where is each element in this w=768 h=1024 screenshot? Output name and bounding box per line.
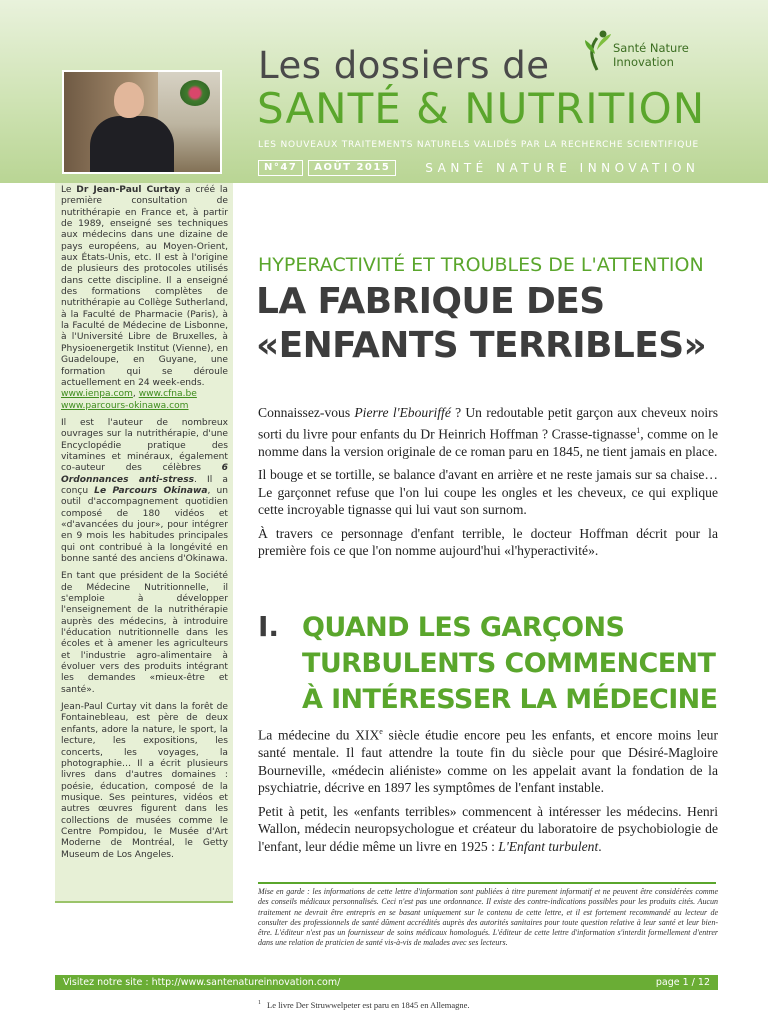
intro-paragraph-3: À travers ce personnage d'enfant terrible, le docteur Hoffman décrit pour la première fois ce que l'on nomme aujourd'hui «l'hyperactivité». [258,525,718,559]
article-headline [256,280,706,368]
section-paragraph-1 [258,723,718,797]
intro-paragraph-2: Il bouge et se tortille, se balance d'avant en arrière et ne reste jamais sur sa chaise… Le garçonnet refuse que l'on lui coupe les ongles et les cheveux, ce qui explique cette incroyable tignasse qui lui vaut son surnom. [258,467,718,518]
publisher-logo [583,28,703,72]
photo-person-body [90,116,174,174]
section-heading-line2: TURBULENTS COMMENCENT [302,648,716,679]
issue-date: AOÛT 2015 [308,160,396,176]
program-title: Le Parcours Okinawa [94,485,208,496]
bio-paragraph-1 [61,185,228,412]
author-bio-sidebar [55,183,233,901]
footer-bar [55,975,718,990]
body-text: . [598,838,602,854]
body-text: Connaissez-vous [258,405,355,420]
book-title: 6 Ordonnances anti-stress [61,463,228,485]
bio-text: . Il a conçu [61,474,228,496]
brand-title-line2: SANTÉ & NUTRITION [257,84,706,133]
bio-paragraph-4: Jean-Paul Curtay vit dans la forêt de Fontainebleau, est père de deux enfants, adore la nature, le sport, la lecture, les expositions, les concerts, les voyages, la photographie… Il a écrit plusieurs livres dans d'autres domaines : poésie, éducation, composé de la musique. Ses peintures, vidéos et autres œuvres figurent dans les collections de musées comme le Centre Pompidou, le Musée d'Art Moderne de Montréal, le Getty Museum de Los Angeles. [61,702,228,860]
disclaimer-divider [258,882,716,884]
section-heading [302,610,722,718]
link-ienpa[interactable]: www.ienpa.com [61,389,133,400]
masthead [0,0,768,183]
footnote-ref[interactable]: 1 [636,425,641,435]
article-intro [258,404,718,566]
footnote-number: 1 [258,1000,261,1007]
body-text: , comme on le nomme dans la version originale de ce roman paru en 1845, ne tient jamais en place. [258,426,718,459]
brand-title-line1: Les dossiers de [258,44,550,87]
article-kicker: HYPERACTIVITÉ ET TROUBLES DE L'ATTENTION [258,254,704,276]
link-cfna[interactable]: www.cfna.be [138,389,197,400]
section-number: I. [258,610,280,643]
author-name: Dr Jean-Paul Curtay [76,185,181,195]
section-body [258,723,718,861]
photo-background-flowers [180,80,210,106]
logo-text-line1: Santé Nature [613,41,689,55]
body-text: La médecine du XIX [258,727,380,743]
book-title: L'Enfant turbulent [498,838,599,854]
publisher-name: SANTÉ NATURE INNOVATION [425,161,700,175]
section-heading-line1: QUAND LES GARÇONS [302,612,625,643]
page-number: page 1 / 12 [655,977,710,988]
bio-paragraph-2 [61,418,228,565]
character-name: Pierre l'Ebouriffé [354,405,451,420]
leaf-person-icon [583,28,613,72]
footnote-text: Le livre Der Struwwelpeter est paru en 1845 en Allemagne. [267,1000,470,1010]
footnote [258,1000,470,1010]
issue-number: N°47 [258,160,303,176]
issue-info [258,160,699,176]
link-parcours-okinawa[interactable]: www.parcours-okinawa.com [61,400,189,411]
photo-person-head [114,82,144,118]
body-text: Petit à petit, les «enfants terribles» commencent à intéresser les médecins. Henri Wallon, médecin neuropsychologue et créateur du laboratoire de psychobiologie de l'enfant, leur dédie même un livre en 1925 : [258,803,718,854]
bio-text: Il est l'auteur de nombreux ouvrages sur la nutrithérapie, d'une Encyclopédie pratique des vitamines et minéraux, également co-auteur des célèbres [61,417,228,474]
website-link[interactable]: Visitez notre site : http://www.santenatureinnovation.com/ [63,977,341,988]
bio-text: Le [61,185,77,195]
author-photo [62,70,222,174]
bio-text: a créé la première consultation de nutrithérapie en France et, à partir de 1989, enseigné ses techniques aux médecins dans une dizaine de pays européens, au Moyen-Orient, aux États-Unis, etc. Il est à l'origine de plusieurs des protocoles utilisés dans cette discipline. Il a enseigné des formations complètes de nutrithérapie au Collège Sutherland, à la Faculté de Pharmacie (Paris), à la Faculté de Médecine de Lisbonne, à l'Université Libre de Bruxelles, à Physioenergetik Institut (Vienne), en Guadeloupe, en Guyane, une formation qui se déroule actuellement en 24 week-ends. [61,185,228,388]
link-separator: , [132,389,139,400]
body-text: ? Un redoutable petit garçon aux cheveux noirs sorti du livre pour enfants du Dr Heinrich Hoffman ? Crasse-tignasse [258,405,718,442]
section-paragraph-2 [258,803,718,856]
headline-line2: «ENFANTS TERRIBLES» [256,325,707,366]
headline-line1: LA FABRIQUE DES [256,281,605,322]
bio-paragraph-3: En tant que président de la Société de Médecine Nutritionnelle, il s'emploie à développer l'enseignement de la nutrithérapie auprès des médecins, à introduire l'éducation nutritionnelle dans les écoles et à amener les agriculteurs et l'industrie agro-alimentaire à évoluer vers des produits intégrant les demandes «mieux-être et santé». [61,571,228,695]
brand-subtitle: LES NOUVEAUX TRAITEMENTS NATURELS VALIDÉS PAR LA RECHERCHE SCIENTIFIQUE [258,140,699,150]
century-superscript: e [379,727,383,736]
bio-text: , un outil d'accompagnement quotidien composé de 180 vidéos et «d'avancées du jour», pour intégrer en 9 mois les habitudes principales qui ont contribué à la longévité en bonne santé des anciens d'Okinawa. [61,485,228,564]
logo-text-line2: Innovation [613,55,674,69]
disclaimer-text: Mise en garde : les informations de cette lettre d'information sont publiées à titre purement informatif et ne peuvent être considérées comme des conseils médicaux personnalisés. Ceci n'est pas une ordonnance. Il existe des contre-indications possibles pour les produits cités. Aucun traitement ne devrait être entrepris en se basant uniquement sur le contenu de cette lettre, et il est fortement recommandé au lecteur de consulter des professionnels de santé dûment accrédités auprès des autorités sanitaires pour toute question relative à leur santé et leur bien-être. L'éditeur n'est pas un fournisseur de soins médicaux homologués. L'éditeur de cette lettre d'information s'interdit formellement d'entrer dans une relation de praticien de santé vis-à-vis de malades avec ses lecteurs. [258,887,718,948]
intro-paragraph-1 [258,404,718,460]
sidebar-divider [55,901,233,903]
body-text: siècle étudie encore peu les enfants, et encore moins leur santé mentale. Il faut attendre la toute fin du siècle pour que Désiré-Magloire Bourneville, «médecin aliéniste» comme on les appelait avant la fondation de la psychiatrie, décrive en 1897 les symptômes de l'enfant instable. [258,727,718,796]
section-heading-line3: À INTÉRESSER LA MÉDECINE [302,684,718,715]
